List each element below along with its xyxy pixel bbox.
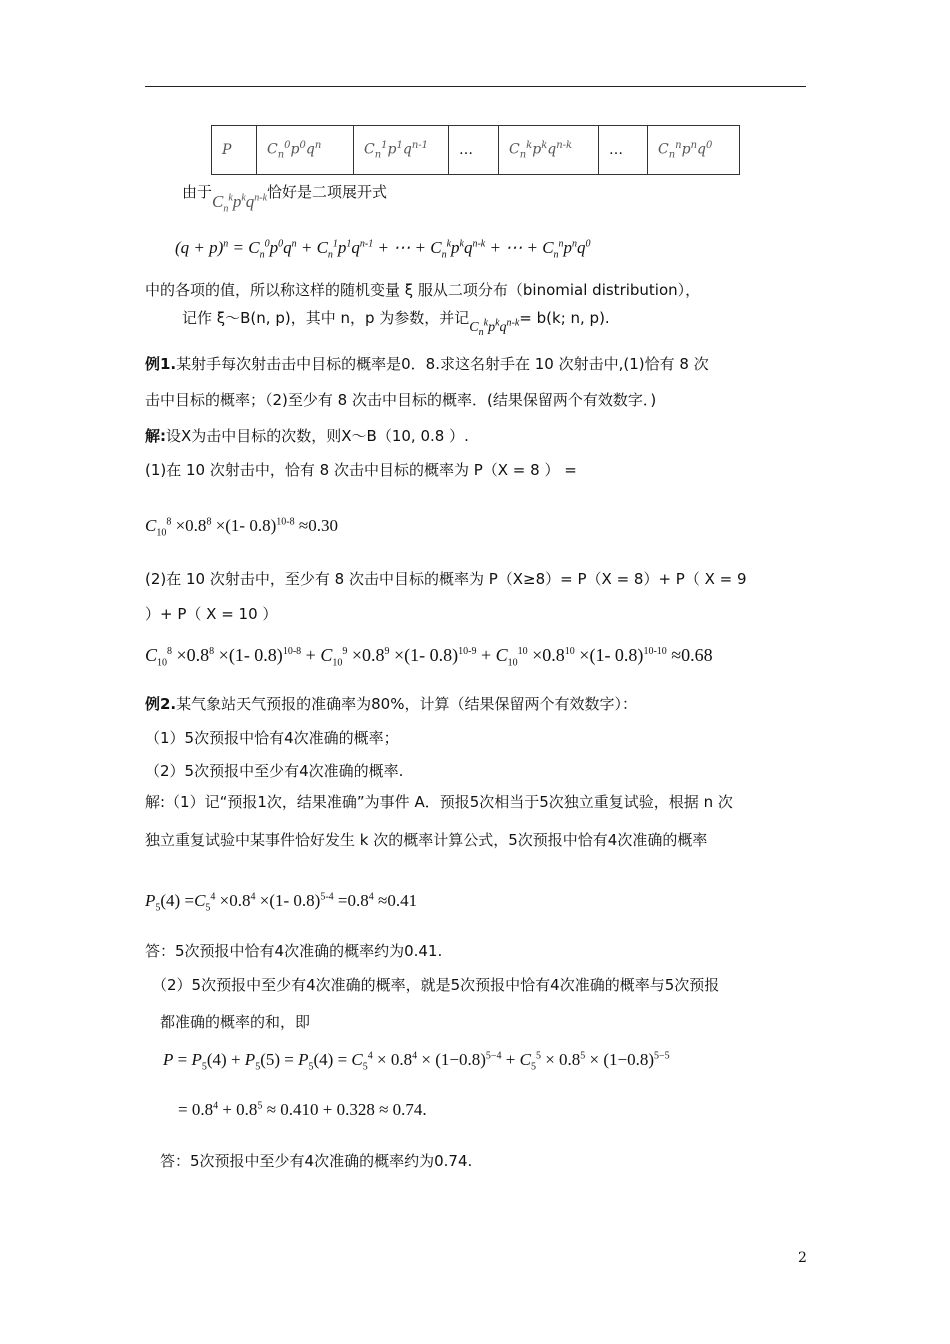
table-cell-ellipsis-2: …: [599, 126, 648, 175]
answer-1: 答：5次预报中恰有4次准确的概率约为0.41.: [145, 942, 443, 960]
table-cell-cn: $C_n^np^nq^0$: [648, 126, 740, 175]
example-2-part-2-line-2: 都准确的概率的和，即: [160, 1013, 311, 1031]
header-rule: [145, 86, 806, 87]
formula-1: $C_{10}^8 \times 0.8^8 \times(1-$ 0.8)$^{10-8}$ ≈0.30: [145, 516, 338, 539]
formula-4: $P = P_5(4) + P_5(5) = P_5(4) = C_5^4 \times 0.8^4 \times (1-0.8)^{5-4} + C_5^5 \times 0.8^5 \times (1-0.8)^{5-5}$: [163, 1050, 670, 1073]
binomial-expansion: $(q + p)^n = C_n^0p^0q^n + C_n^1p^1q^{n-1}$ + ⋯ + $C_n^kp^kq^{n-k}$ + ⋯ + $C_n^np^nq^0$: [175, 238, 591, 261]
table-cell-c1: $C_n^1p^1q^{n-1}$: [354, 126, 449, 175]
example-2-question-1: （1）5次预报中恰有4次准确的概率；: [145, 729, 399, 747]
example-1-part-2a: (2)在 10 次射击中，至少有 8 次击中目标的概率为 P（X≥8）= P（X = 8）+ P（ X = 9: [145, 570, 747, 588]
page-number: 2: [798, 1250, 807, 1266]
intro-line-3: 中的各项的值，所以称这样的随机变量 ξ 服从二项分布（binomial distribution），: [145, 281, 701, 299]
example-2-part-2-line-1: （2）5次预报中至少有4次准确的概率，就是5次预报中恰有4次准确的概率与5次预报: [152, 976, 720, 994]
example-1-solution: 解:设X为击中目标的次数，则X～B（10, 0.8 ）.: [145, 427, 469, 445]
table-cell-p: P: [212, 126, 257, 175]
intro-line-1: 由于$C_n^kp^kq^{n-k}$恰好是二项展开式: [182, 183, 388, 215]
example-1-part-1: (1)在 10 次射击中，恰有 8 次击中目标的概率为 P（X = 8 ） =: [145, 461, 577, 479]
table-cell-ck: $C_n^kp^kq^{n-k}$: [499, 126, 599, 175]
example-2-question-2: （2）5次预报中至少有4次准确的概率.: [145, 762, 404, 780]
example-1-part-2b: ）+ P（ X = 10 ）: [145, 605, 278, 623]
example-1-line-1: 例1.某射手每次射击击中目标的概率是0．8.求这名射手在 10 次射击中,(1)恰有 8 次: [145, 355, 709, 373]
answer-2: 答：5次预报中至少有4次准确的概率约为0.74.: [160, 1152, 473, 1170]
formula-3: $P_5(4) =C_5^4 \times 0.8^4 \times(1-$ $0.8)^{5-4} =0.8^4 \approx 0.41$: [145, 891, 418, 914]
distribution-table: [211, 125, 740, 175]
table-cell-ellipsis: …: [449, 126, 499, 175]
example-1-line-2: 击中目标的概率；（2)至少有 8 次击中目标的概率．(结果保留两个有效数字．): [145, 391, 657, 409]
example-2-line-1: 例2.某气象站天气预报的准确率为80%，计算（结果保留两个有效数字）：: [145, 695, 637, 713]
example-2-solution-line-1: 解:（1）记“预报1次，结果准确”为事件 A．预报5次相当于5次独立重复试验，根据 n 次: [145, 793, 733, 811]
example-2-solution-line-2: 独立重复试验中某事件恰好发生 k 次的概率计算公式，5次预报中恰有4次准确的概率: [145, 831, 708, 849]
intro-line-4: 记作 ξ～B(n, p)，其中 n，p 为参数，并记$C_n^kp^kq^{n-k}= b(k$; n, p).: [182, 309, 610, 338]
formula-2: $C_{10}^8 \times 0.8^8 \times(1-$ $0.8)^{10-8} + C_{10}^9 \times 0.8^9 \times(1-$ $0.8)^{10-9} + C_{10}^{10} \times 0.8^{10} \times(1-$ 0.8)$^{10-10}$ ≈0.68: [145, 645, 713, 669]
formula-5: = $0.8^4 + 0.8^5 \approx 0.410 + 0.328 \approx 0.74$.: [178, 1100, 427, 1119]
table-cell-c0: $C_n^0p^0q^n$: [257, 126, 354, 175]
